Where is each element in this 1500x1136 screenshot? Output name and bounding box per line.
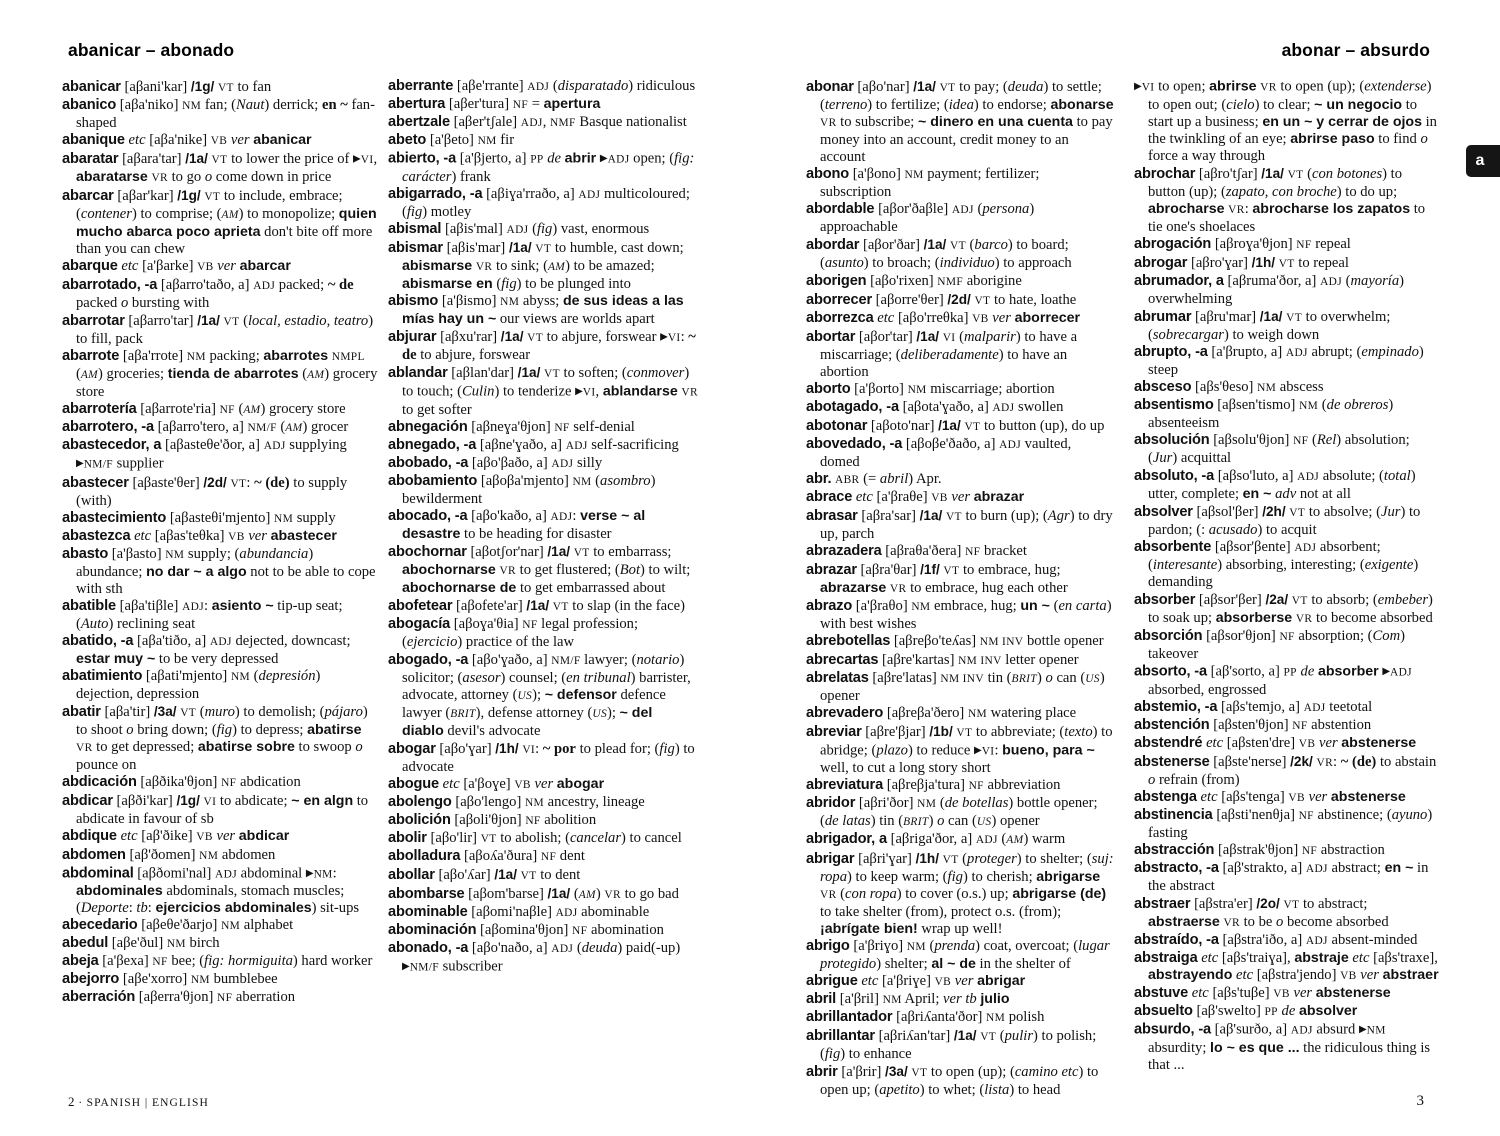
dictionary-entry: abofetear [aβofete'ar] /1a/ VT to slap (in the face)	[388, 598, 685, 615]
dictionary-entry: absolución [aβsolu'θjon] NF (Rel) absolution; (Jur) acquittal	[1134, 432, 1410, 467]
dictionary-entry: abigarrado, -a [aβiɣa'rraðo, a] ADJ multicoloured; (fig) motley	[388, 185, 690, 220]
dictionary-entry: abrumar [aβru'mar] /1a/ VT to overwhelm; (sobrecargar) to weigh down	[1134, 309, 1391, 344]
dictionary-entry: abrumador, a [aβruma'ðor, a] ADJ (mayoría) overwhelming	[1134, 273, 1405, 308]
dictionary-entry: abatible [aβa'tiβle] ADJ: asiento ~ tip-up seat; (Auto) reclining seat	[62, 597, 343, 632]
dictionary-entry: absentismo [aβsen'tismo] NM (de obreros) absenteeism	[1134, 397, 1394, 432]
dictionary-entry: abovedado, -a [aβoβe'ðaðo, a] ADJ vaulted, domed	[806, 435, 1072, 470]
dictionary-entry: aborto [a'βorto] NM miscarriage; abortion	[806, 380, 1055, 397]
dictionary-column-4	[1134, 78, 1442, 1074]
dictionary-entry: absurdo, -a [aβ'surðo, a] ADJ absurd ▶NM absurdity; lo ~ es que ... the ridiculous thing is that ...	[1134, 1021, 1431, 1074]
dictionary-entry: abonar [aβo'nar] /1a/ VT to pay; (deuda) to settle; (terreno) to fertilize; (idea) to endorse; abonarse VR to subscribe; ~ dinero en una cuenta to pay money into an account, credit money to an account	[806, 79, 1114, 166]
dictionary-entry: abrogación [aβroɣa'θjon] NF repeal	[1134, 235, 1351, 252]
dictionary-entry: aberrante [aβe'rrante] ADJ (disparatado) ridiculous	[388, 78, 696, 94]
dictionary-entry: abismal [aβis'mal] ADJ (fig) vast, enormous	[388, 220, 650, 237]
page-footer-left	[68, 1094, 209, 1110]
dictionary-entry: absorber [aβsor'βer] /2a/ VT to absorb; (embeber) to soak up; absorberse VR to become absorbed	[1134, 591, 1433, 626]
dictionary-entry: abertzale [aβer'tʃale] ADJ, NMF Basque nationalist	[388, 114, 687, 131]
dictionary-entry: abastecer [aβaste'θer] /2d/ VT: ~ (de) to supply (with)	[62, 474, 348, 509]
dictionary-entry: abrasar [aβra'sar] /1a/ VT to burn (up); (Agr) to dry up, parch	[806, 508, 1113, 543]
dictionary-entry: absorto, -a [aβ'sorto, a] PP de absorber ▶ADJ absorbed, engrossed	[1134, 663, 1412, 698]
dictionary-entry: abarrotar [aβarro'tar] /1a/ VT (local, estadio, teatro) to fill, pack	[62, 312, 374, 347]
dictionary-entry: abogar [aβo'ɣar] /1h/ VI: ~ por to plead for; (fig) to advocate	[388, 740, 695, 775]
dictionary-entry: abanique etc [aβa'nike] VB ver abanicar	[62, 132, 312, 149]
dictionary-entry: abasto [a'βasto] NM supply; (abundancia) abundance; no dar ~ a algo not to be able to cope with sth	[62, 545, 376, 597]
dictionary-entry: abrupto, -a [a'βrupto, a] ADJ abrupt; (empinado) steep	[1134, 344, 1424, 379]
dictionary-entry: abono [a'βono] NM payment; fertilizer; subscription	[806, 166, 1040, 201]
dictionary-entry: abrillantador [aβriʎanta'ðor] NM polish	[806, 1008, 1045, 1025]
dictionary-entry: abnegado, -a [aβne'ɣaðo, a] ADJ self-sacrificing	[388, 436, 679, 453]
thumb-tab-letter: a	[1475, 152, 1485, 169]
running-head-right: abonar – absurdo	[1281, 40, 1430, 60]
dictionary-entry: abotonar [aβoto'nar] /1a/ VT to button (up), do up	[806, 417, 1105, 434]
dictionary-entry: abominable [aβomi'naβle] ADJ abominable	[388, 904, 650, 921]
dictionary-entry: abdominal [aβðomi'nal] ADJ abdominal ▶NM: abdominales abdominals, stomach muscles; (Deporte: tb: ejercicios abdominales) sit-ups	[62, 865, 360, 917]
dictionary-entry: abatido, -a [aβa'tiðo, a] ADJ dejected, downcast; estar muy ~ to be very depressed	[62, 632, 351, 667]
running-head-left: abanicar – abonado	[68, 40, 235, 60]
dictionary-entry: aborrezca etc [aβo'rreθka] VB ver aborrecer	[806, 309, 1081, 326]
dictionary-entry: abrigador, a [aβriga'ðor, a] ADJ (AM) warm	[806, 831, 1066, 848]
folio-separator: ·	[78, 1095, 83, 1109]
dictionary-entry: abismar [aβis'mar] /1a/ VT to humble, cast down; abismarse VR to sink; (AM) to be amazed; abismarse en (fig) to be plunged into	[388, 239, 684, 293]
dictionary-entry: abridor [aβri'ðor] NM (de botellas) bottle opener; (de latas) tin (BRIT) o can (US) opener	[806, 795, 1098, 830]
dictionary-entry: abrillantar [aβriʎan'tar] /1a/ VT (pulir) to polish; (fig) to enhance	[806, 1027, 1097, 1063]
dictionary-entry: abnegación [aβneɣa'θjon] NF self-denial	[388, 418, 635, 435]
dictionary-entry: abdomen [aβ'ðomen] NM abdomen	[62, 846, 276, 863]
dictionary-entry: abolladura [aβoʎa'ðura] NF dent	[388, 848, 585, 865]
dictionary-entry: abrir [a'βrir] /3a/ VT to open (up); (camino etc) to open up; (apetito) to whet; (lista) to head	[806, 1064, 1099, 1099]
dictionary-entry: abrecartas [aβre'kartas] NM INV letter opener	[806, 651, 1079, 668]
dictionary-column-3	[806, 78, 1114, 1099]
dictionary-entry: abdique etc [aβ'ðike] VB ver abdicar	[62, 828, 290, 845]
dictionary-entry: abertura [aβer'tura] NF = apertura	[388, 96, 601, 113]
dictionary-entry: abeja [a'βexa] NF bee; (fig: hormiguita) hard worker	[62, 953, 373, 970]
dictionary-entry: abecedario [aβeθe'ðarjo] NM alphabet	[62, 917, 294, 934]
dictionary-entry: abrebotellas [aβreβo'teʎas] NM INV bottle opener	[806, 633, 1104, 650]
dictionary-entry: abstracto, -a [aβ'strakto, a] ADJ abstract; en ~ in the abstract	[1134, 860, 1429, 895]
folio-number-left: 2	[68, 1094, 75, 1109]
dictionary-entry: abarrotero, -a [aβarro'tero, a] NM/F (AM) grocer	[62, 418, 349, 435]
dictionary-entry: abochornar [aβotʃor'nar] /1a/ VT to embarrass; abochornarse VR to get flustered; (Bot) to wilt; abochornarse de to get embarrassed about	[388, 544, 691, 597]
dictionary-entry: absceso [aβs'θeso] NM abscess	[1134, 379, 1324, 396]
dictionary-entry: abrace etc [a'βraθe] VB ver abrazar	[806, 489, 1025, 506]
dictionary-entry: abstuve etc [aβs'tuβe] VB ver abstenerse	[1134, 985, 1391, 1002]
dictionary-entry: abastezca etc [aβas'teθka] VB ver abastecer	[62, 527, 337, 544]
dictionary-entry: absuelto [aβ'swelto] PP de absolver	[1134, 1003, 1358, 1020]
dictionary-entry: abrogar [aβro'ɣar] /1h/ VT to repeal	[1134, 254, 1349, 271]
dictionary-entry: abstendré etc [aβsten'dre] VB ver abstenerse	[1134, 734, 1417, 751]
dictionary-entry: abogado, -a [aβo'ɣaðo, a] NM/F lawyer; (notario) solicitor; (asesor) counsel; (en tribunal) barrister, advocate, attorney (US); ~ defensor defence lawyer (BRIT), defense attorney (US); ~ del diablo devil's advocate	[388, 651, 691, 739]
dictionary-entry: abril [a'βril] NM April; ver tb julio	[806, 990, 1010, 1007]
dictionary-entry: abreviar [aβre'βjar] /1b/ VT to abbreviate; (texto) to abridge; (plazo) to reduce ▶VI: bueno, para ~ well, to cut a long story short	[806, 723, 1113, 777]
dictionary-entry: abstracción [aβstrak'θjon] NF abstraction	[1134, 842, 1385, 859]
dictionary-entry: abrazar [aβra'θar] /1f/ VT to embrace, hug; abrazarse VR to embrace, hug each other	[806, 562, 1068, 597]
dictionary-entry: abstenerse [aβste'nerse] /2k/ VR: ~ (de) to abstain o refrain (from)	[1134, 753, 1437, 788]
dictionary-entry: abarcar [aβar'kar] /1g/ VT to include, embrace; (contener) to comprise; (AM) to monopolize; quien mucho abarca poco aprieta don't bite off more than you can chew	[62, 188, 377, 258]
dictionary-entry: abrazadera [aβraθa'ðera] NF bracket	[806, 543, 1027, 560]
dictionary-entry: abominación [aβomina'θjon] NF abomination	[388, 922, 664, 939]
dictionary-entry: abstinencia [aβsti'nenθja] NF abstinence; (ayuno) fasting	[1134, 806, 1433, 841]
dictionary-entry: abrochar [aβro'tʃar] /1a/ VT (con botones) to button (up); (zapato, con broche) to do up; abrocharse VR: abrocharse los zapatos to tie one's shoelaces	[1134, 165, 1426, 235]
dictionary-entry: abolición [aβoli'θjon] NF abolition	[388, 811, 597, 828]
dictionary-entry: abarrotería [aβarrote'ria] NF (AM) grocery store	[62, 400, 346, 417]
dictionary-entry: abeto [a'βeto] NM fir	[388, 132, 515, 149]
dictionary-entry: abstraiga etc [aβs'traiɣa], abstraje etc [aβs'traxe], abstrayendo etc [aβstra'jendo] VB ver abstraer	[1134, 950, 1439, 984]
dictionary-entry: abombarse [aβom'barse] /1a/ (AM) VR to go bad	[388, 886, 679, 903]
dictionary-entry: abogacía [aβoɣa'θia] NF legal profession; (ejercicio) practice of the law	[388, 616, 639, 651]
dictionary-entry: abobamiento [aβoβa'mjento] NM (asombro) bewilderment	[388, 473, 656, 508]
dictionary-entry: abarrotado, -a [aβarro'taðo, a] ADJ packed; ~ de packed o bursting with	[62, 276, 354, 311]
dictionary-entry: abolir [aβo'lir] VT to abolish; (cancelar) to cancel	[388, 829, 682, 846]
dictionary-entry: absorción [aβsor'θjon] NF absorption; (Com) takeover	[1134, 627, 1405, 662]
dictionary-entry: abaratar [aβara'tar] /1a/ VT to lower the price of ▶VI, abaratarse VR to go o come down in price	[62, 151, 378, 186]
dictionary-entry: abdicar [aβði'kar] /1g/ VI to abdicate; ~ en algn to abdicate in favour of sb	[62, 793, 369, 828]
dictionary-entry: abstenga etc [aβs'tenga] VB ver abstenerse	[1134, 788, 1406, 805]
dictionary-entry: abrigue etc [a'βriɣe] VB ver abrigar	[806, 972, 1026, 989]
dictionary-entry: abreviatura [aβreβja'tura] NF abbreviation	[806, 777, 1061, 794]
dictionary-entry: abordar [aβor'ðar] /1a/ VT (barco) to board; (asunto) to broach; (individuo) to approach	[806, 237, 1072, 272]
dictionary-entry: abrelatas [aβre'latas] NM INV tin (BRIT) o can (US) opener	[806, 669, 1105, 704]
alphabet-thumb-tab[interactable]	[1466, 145, 1500, 177]
dictionary-column-2	[388, 78, 698, 977]
dictionary-entry: abanico [aβa'niko] NM fan; (Naut) derrick; en ~ fan-shaped	[62, 97, 375, 132]
folio-language-from: SPANISH	[86, 1097, 142, 1109]
dictionary-entry: aberración [aβerra'θjon] NF aberration	[62, 989, 296, 1006]
dictionary-entry: abismo [a'βismo] NM abyss; de sus ideas a las mías hay un ~ our views are worlds apart	[388, 293, 684, 328]
dictionary-entry: abejorro [aβe'xorro] NM bumblebee	[62, 971, 278, 988]
dictionary-entry: ▶VI to open; abrirse VR to open (up); (extenderse) to open out; (cielo) to clear; ~ un negocio to start up a business; en un ~ y cerrar de ojos in the twinkling of an eye; abrirse paso to find o force a way through	[1134, 78, 1437, 164]
dictionary-entry: ablandar [aβlan'dar] /1a/ VT to soften; (conmover) to touch; (Culin) to tenderize ▶VI, ablandarse VR to get softer	[388, 365, 698, 418]
dictionary-entry: abrevadero [aβreβa'ðero] NM watering place	[806, 704, 1077, 721]
folio-divider: |	[144, 1097, 149, 1109]
dictionary-entry: abstraer [aβstra'er] /2o/ VT to abstract; abstraerse VR to be o become absorbed	[1134, 896, 1389, 931]
dictionary-entry: abrigo [a'βriɣo] NM (prenda) coat, overcoat; (lugar protegido) shelter; al ~ de in the shelter of	[806, 937, 1110, 972]
dictionary-entry: abrazo [a'βraθo] NM embrace, hug; un ~ (en carta) with best wishes	[806, 598, 1112, 633]
dictionary-entry: abierto, -a [a'βjerto, a] PP de abrir ▶ADJ open; (fig: carácter) frank	[388, 150, 695, 185]
page-footer-right	[1417, 1093, 1425, 1110]
dictionary-entry: abobado, -a [aβo'βaðo, a] ADJ silly	[388, 454, 603, 471]
dictionary-column-1	[62, 78, 378, 1007]
dictionary-entry: abrigar [aβri'ɣar] /1h/ VT (proteger) to shelter; (suj: ropa) to keep warm; (fig) to cherish; abrigarse VR (con ropa) to cover (o.s.) up; abrigarse (de) to take shelter (from), protect o.s. (from); ¡abrígate bien! wrap up well!	[806, 850, 1114, 937]
dictionary-entry: abogue etc [a'βoɣe] VB ver abogar	[388, 775, 605, 792]
dictionary-entry: abastecimiento [aβasteθi'mjento] NM supply	[62, 509, 336, 526]
dictionary-entry: abedul [aβe'ðul] NM birch	[62, 935, 220, 952]
dictionary-entry: abjurar [aβxu'rar] /1a/ VT to abjure, forswear ▶VI: ~ de to abjure, forswear	[388, 329, 696, 364]
dictionary-entry: abarrote [aβa'rrote] NM packing; abarrotes NMPL (AM) groceries; tienda de abarrotes (AM) grocery store	[62, 347, 378, 400]
dictionary-entry: abdicación [aβðika'θjon] NF abdication	[62, 774, 301, 791]
dictionary-entry: absoluto, -a [aβso'luto, a] ADJ absolute; (total) utter, complete; en ~ adv not at all	[1134, 467, 1416, 502]
folio-number-right: 3	[1416, 1093, 1424, 1109]
folio-language-to: ENGLISH	[152, 1097, 209, 1109]
dictionary-entry: abolengo [aβo'lengo] NM ancestry, lineage	[388, 793, 645, 810]
dictionary-entry: abastecedor, a [aβasteθe'ðor, a] ADJ supplying ▶NM/F supplier	[62, 436, 347, 472]
dictionary-entry: abatimiento [aβati'mjento] NM (depresión) dejection, depression	[62, 668, 321, 703]
dictionary-entry: absolver [aβsol'βer] /2h/ VT to absolve; (Jur) to pardon; (: acusado) to acquit	[1134, 503, 1421, 538]
dictionary-entry: abarque etc [a'βarke] VB ver abarcar	[62, 258, 291, 275]
dictionary-entry: abstención [aβsten'θjon] NF abstention	[1134, 716, 1372, 733]
dictionary-entry: abordable [aβor'ðaβle] ADJ (persona) approachable	[806, 201, 1035, 236]
dictionary-entry: abollar [aβo'ʎar] /1a/ VT to dent	[388, 867, 581, 884]
dictionary-entry: abocado, -a [aβo'kaðo, a] ADJ: verse ~ al desastre to be heading for disaster	[388, 508, 646, 543]
dictionary-entry: aborrecer [aβorre'θer] /2d/ VT to hate, loathe	[806, 291, 1077, 308]
dictionary-entry: abonado, -a [aβo'naðo, a] ADJ (deuda) paid(-up) ▶NM/F subscriber	[388, 940, 681, 975]
dictionary-entry: abortar [aβor'tar] /1a/ VI (malparir) to have a miscarriage; (deliberadamente) to have an abortion	[806, 328, 1078, 380]
dictionary-entry: abr. ABR (= abril) Apr.	[806, 471, 942, 488]
dictionary-entry: abanicar [aβani'kar] /1g/ VT to fan	[62, 79, 272, 95]
dictionary-entry: abstraído, -a [aβstra'iðo, a] ADJ absent-minded	[1134, 932, 1418, 949]
dictionary-entry: absorbente [aβsor'βente] ADJ absorbent; (interesante) absorbing, interesting; (exigente) demanding	[1134, 538, 1419, 590]
dictionary-entry: abotagado, -a [aβota'ɣaðo, a] ADJ swollen	[806, 398, 1064, 415]
dictionary-entry: aborigen [aβo'rixen] NMF aborigine	[806, 272, 1022, 289]
dictionary-entry: abstemio, -a [aβs'temjo, a] ADJ teetotal	[1134, 698, 1373, 715]
dictionary-entry: abatir [aβa'tir] /3a/ VT (muro) to demolish; (pájaro) to shoot o bring down; (fig) to depress; abatirse VR to get depressed; abatirse sobre to swoop o pounce on	[62, 704, 368, 774]
